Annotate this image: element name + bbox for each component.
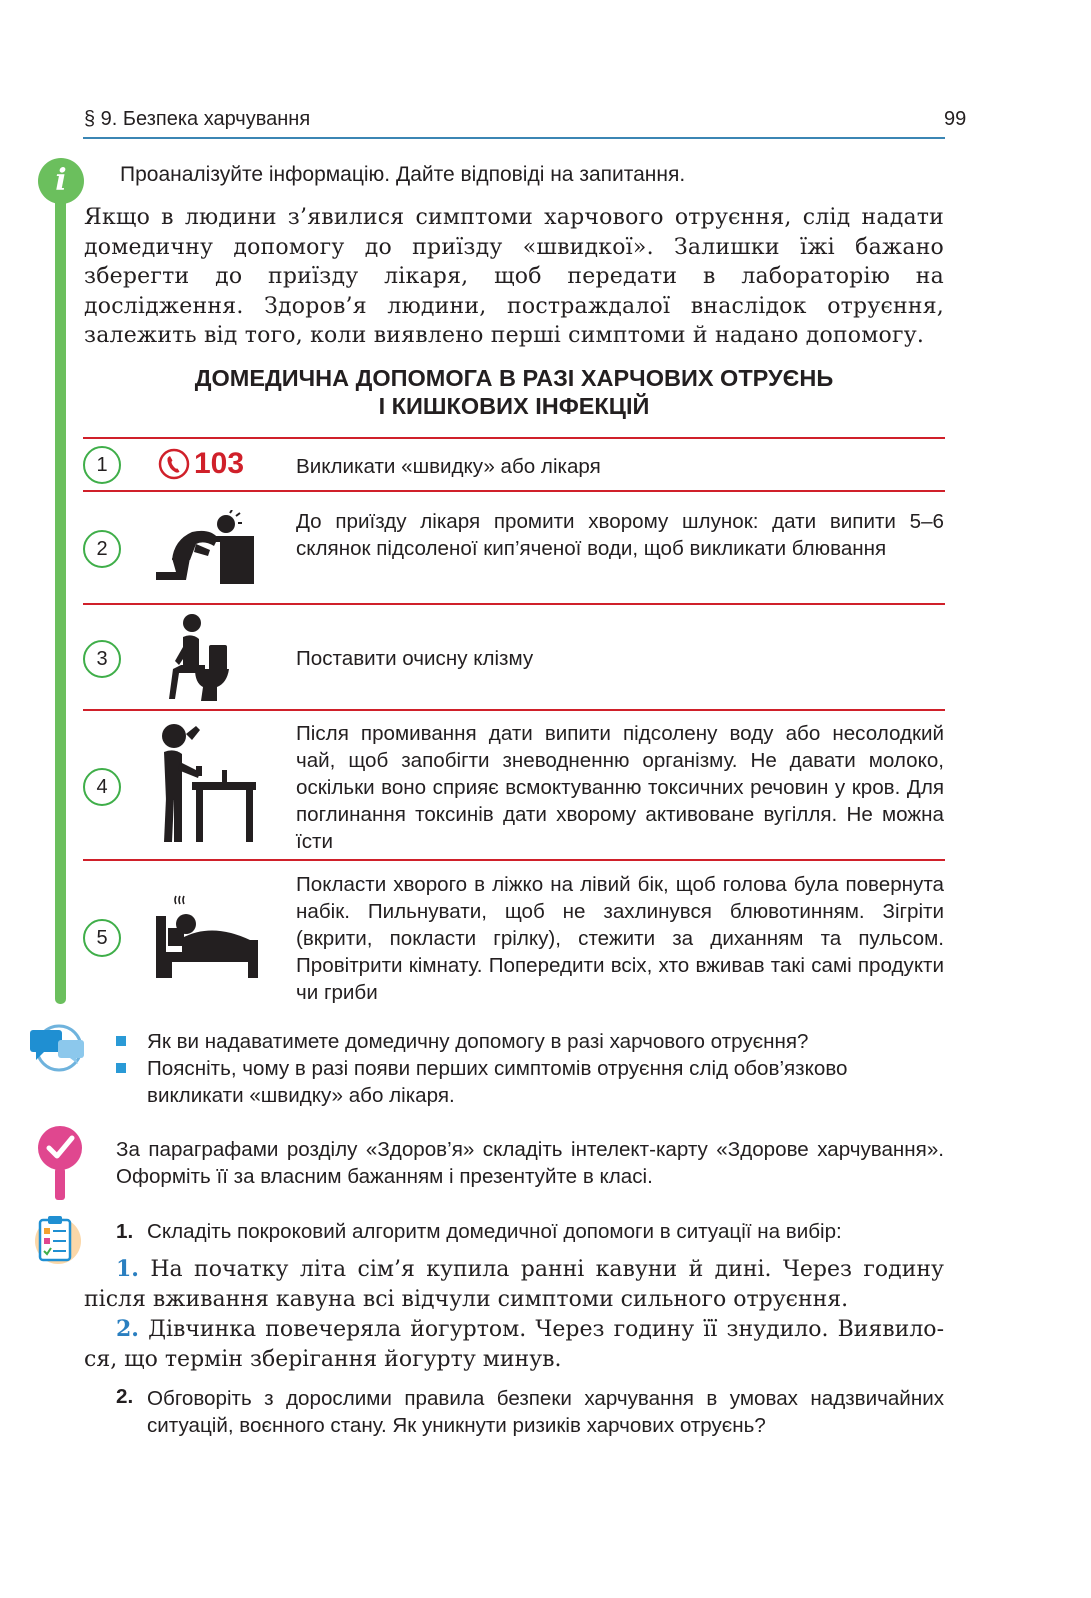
task-text: Складіть покроковий алгоритм домедичної допомоги в ситуації на вибір: <box>147 1220 842 1243</box>
question-bullet <box>116 1063 126 1073</box>
info-paragraph: Якщо в людини з’явилися симптоми харчового отруєння, слід надати домедичну допомогу до приїзду «швидкої». Залишки їжі бажано зберегти до приїзду лікаря, щоб передати в лабораторію на дослідження. Здоров’я людини, постраждалої внаслідок отруєння, залежить від того, коли виявлено перші симптоми й надано допомогу. <box>84 205 944 349</box>
checkmark-pin-icon <box>36 1124 84 1202</box>
step-number-circle: 1 <box>83 446 121 484</box>
discussion-icon <box>28 1022 86 1074</box>
drinking-person-icon <box>152 722 258 844</box>
step-number-circle: 3 <box>83 640 121 678</box>
situation-text: На початку літа сім’я купила ранні кавуни й дині. Через годину після вживання кавуна всі відчули симптоми сильного отруєння. <box>84 1257 944 1312</box>
header-rule <box>83 137 945 139</box>
question-text: Поясніть, чому в разі появи перших симптомів отруєння слід обов’язково викликати «швидку» або лікаря. <box>147 1057 848 1107</box>
info-side-bar <box>55 196 66 1004</box>
bed-person-icon <box>152 892 260 982</box>
info-prompt: Проаналізуйте інформацію. Дайте відповіді на запитання. <box>120 163 686 186</box>
situation-number: 1. <box>116 1256 139 1282</box>
phone-icon <box>158 446 244 482</box>
task-number: 1. <box>116 1220 134 1243</box>
task-number: 2. <box>116 1385 134 1408</box>
task-text: Обговоріть з дорослими правила безпеки харчування в умовах надзвичайних ситуацій, воєнного стану. Як уникнути ризиків харчових отруєнь? <box>147 1387 944 1437</box>
table-title-line-2: І КИШКОВИХ ІНФЕКЦІЙ <box>378 393 650 419</box>
situation-text: Дівчинка повечеряла йогуртом. Через годину її знудило. Виявилося, що термін зберігання йогурту минув. <box>84 1317 944 1372</box>
step-text: Викликати «швидку» або лікаря <box>296 455 601 478</box>
question-bullet <box>116 1036 126 1046</box>
step-text: Поставити очисну клізму <box>296 647 534 670</box>
section-title: § 9. Безпека харчування <box>84 108 311 130</box>
page-number: 99 <box>944 108 967 130</box>
phone-glyph-icon <box>158 448 190 480</box>
vomiting-person-icon <box>152 510 258 586</box>
step-number-circle: 4 <box>83 768 121 806</box>
intellect-map-task: За параграфами розділу «Здоров’я» складіть інтелект-карту «Здорове харчування». Оформіть її за власним бажанням і презентуйте в класі. <box>116 1138 944 1188</box>
table-separator <box>83 490 945 492</box>
table-separator <box>83 603 945 605</box>
step-number-circle: 2 <box>83 530 121 568</box>
table-separator <box>83 437 945 439</box>
step-text: До приїзду лікаря промити хворому шлунок: дати випити 5–6 склянок підсоленої кип’яченої води, щоб викликати блювання <box>296 510 944 560</box>
table-title-line-1: ДОМЕДИЧНА ДОПОМОГА В РАЗІ ХАРЧОВИХ ОТРУЄНЬ <box>194 365 834 391</box>
question-text: Як ви надаватимете домедичну допомогу в разі харчового отруєння? <box>147 1030 809 1053</box>
checklist-task-icon <box>32 1214 82 1266</box>
situation-paragraph <box>84 1314 944 1375</box>
emergency-number: 103 <box>194 447 245 480</box>
step-number-circle: 5 <box>83 919 121 957</box>
table-title <box>84 364 944 420</box>
table-separator <box>83 859 945 861</box>
situation-number: 2. <box>116 1316 139 1342</box>
toilet-person-icon <box>165 613 231 703</box>
info-icon: i <box>38 158 84 204</box>
table-separator <box>83 709 945 711</box>
situation-paragraph <box>84 1254 944 1315</box>
step-text: Покласти хворого в ліжко на лівий бік, щоб голова була повернута набік. Пильнувати, щоб не захлинувся блювотинням. Зігріти (вкрити, покласти грілку), стежити за диханням та пульсом. Провітрити кімнату. Попередити всіх, хто вживав такі самі продукти чи гриби <box>296 873 944 1004</box>
step-text: Після промивання дати випити підсолену воду або несолодкий чай, щоб запобігти зневодненню організму. Не давати молоко, оскільки воно сприяє всмоктуванню токсичних речовин у кров. Для поглинання токсинів дати хворому активоване вугілля. Не можна їсти <box>296 722 944 853</box>
